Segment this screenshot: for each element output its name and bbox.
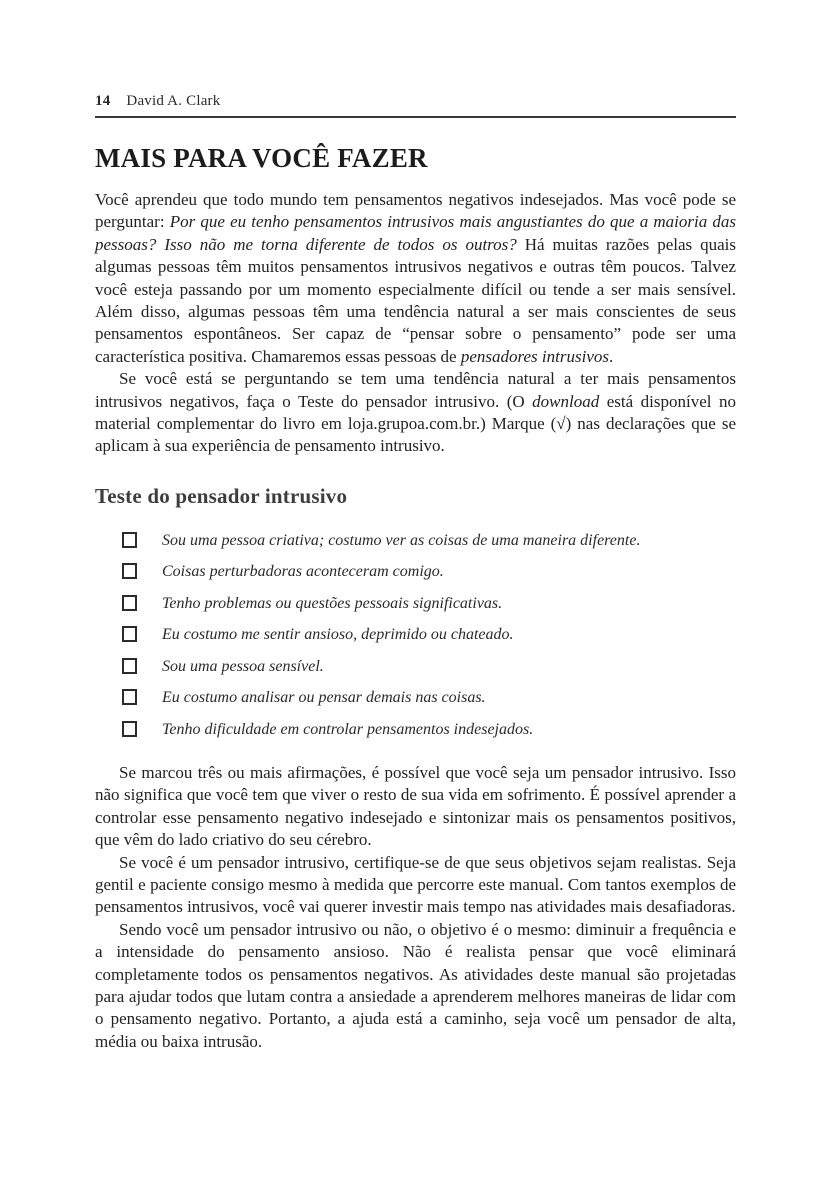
paragraph-text: .: [608, 346, 614, 366]
checkbox[interactable]: [122, 563, 137, 579]
intrusive-thinker-checklist: [95, 530, 736, 740]
checklist-item: [95, 624, 736, 645]
checklist-item: [95, 656, 736, 677]
checkbox[interactable]: [122, 689, 137, 705]
checklist-item-label: Tenho dificuldade em controlar pensamentos indesejados.: [162, 720, 534, 738]
checklist-item-label: Coisas perturbadoras aconteceram comigo.: [162, 563, 444, 581]
checkbox[interactable]: [122, 532, 137, 548]
paragraph-text: Há muitas razões pelas quais algumas pessoas têm muitos pensamentos intrusivos negativos e outras têm poucos. Talvez você esteja passando por um momento especialmente difícil ou tende a ser mais sensível. Além disso, algumas pessoas têm uma tendência natural a ser mais conscientes de seus pensamentos espontâneos. Ser capaz de “pensar sobre o pensamento” pode ser uma característica positiva. Chamaremos essas pessoas de: [95, 234, 736, 366]
checkbox[interactable]: [122, 595, 137, 611]
checklist-item-label: Eu costumo analisar ou pensar demais nas coisas.: [162, 689, 486, 707]
checkbox[interactable]: [122, 658, 137, 674]
checkbox[interactable]: [122, 721, 137, 737]
checklist-item: [95, 561, 736, 582]
running-head: [95, 92, 736, 110]
test-heading: Teste do pensador intrusivo: [95, 483, 348, 508]
checkbox[interactable]: [122, 626, 137, 642]
header-rule: [95, 116, 736, 118]
checklist-item-label: Sou uma pessoa criativa; costumo ver as coisas de uma maneira diferente.: [162, 531, 641, 549]
paragraph-text: Você aprendeu que todo mundo tem pensamentos negativos indesejados. Mas você pode se perguntar:: [95, 190, 736, 232]
book-page: [95, 0, 736, 1053]
closing-paragraph-3: Sendo você um pensador intrusivo ou não, o objetivo é o mesmo: diminuir a frequência e a intensidade do pensamento ansioso. Não é realista pensar que você eliminará completamente todos os pensamentos negativos. As atividades deste manual são projetadas para ajudar todos que lutam contra a ansiedade a aprenderem melhores maneiras de lidar com o pensamento negativo. Portanto, a ajuda está a caminho, seja você um pensador de alta, média ou baixa intrusão.: [95, 919, 736, 1051]
page-number: 14: [95, 93, 111, 109]
checklist-item: [95, 530, 736, 551]
checklist-item-label: Tenho problemas ou questões pessoais significativas.: [162, 594, 503, 612]
intro-paragraph-2: [95, 368, 736, 458]
paragraph-text: Se você está se perguntando se tem uma tendência natural a ter mais pensamentos intrusivos negativos, faça o Teste do pensador intrusivo. (O: [95, 369, 736, 411]
closing-paragraph-1: Se marcou três ou mais afirmações, é possível que você seja um pensador intrusivo. Isso não significa que você tem que viver o resto de sua vida em sofrimento. É possível aprender a controlar esse pensamento negativo indesejado e sintonizar mais os pensamentos positivos, que vêm do lado criativo do seu cérebro.: [95, 762, 736, 850]
checklist-item: [95, 687, 736, 708]
section-title: MAIS PARA VOCÊ FAZER: [95, 143, 428, 173]
italic-term-pensadores-intrusivos: pensadores intrusivos: [460, 346, 609, 366]
italic-question-text: Por que eu tenho pensamentos intrusivos mais angustiantes do que a maioria das pessoas? Isso não me torna diferente de todos os outros?: [95, 212, 736, 254]
italic-term-download: download: [532, 391, 600, 411]
checklist-item-label: Eu costumo me sentir ansioso, deprimido ou chateado.: [162, 626, 514, 644]
checklist-item-label: Sou uma pessoa sensível.: [162, 657, 324, 675]
intro-paragraph-1: [95, 189, 736, 368]
paragraph-text: está disponível no material complementar do livro em loja.grupoa.com.br.) Marque (√) nas declarações que se aplicam à sua experiência de pensamento intrusivo.: [95, 391, 736, 456]
running-head-author: David A. Clark: [126, 93, 221, 109]
checklist-item: [95, 719, 736, 740]
checklist-item: [95, 593, 736, 614]
closing-paragraph-2: Se você é um pensador intrusivo, certifique-se de que seus objetivos sejam realistas. Seja gentil e paciente consigo mesmo à medida que percorre este manual. Com tantos exemplos de pensamentos intrusivos, você vai querer investir mais tempo nas atividades mais desafiadoras.: [95, 852, 736, 917]
